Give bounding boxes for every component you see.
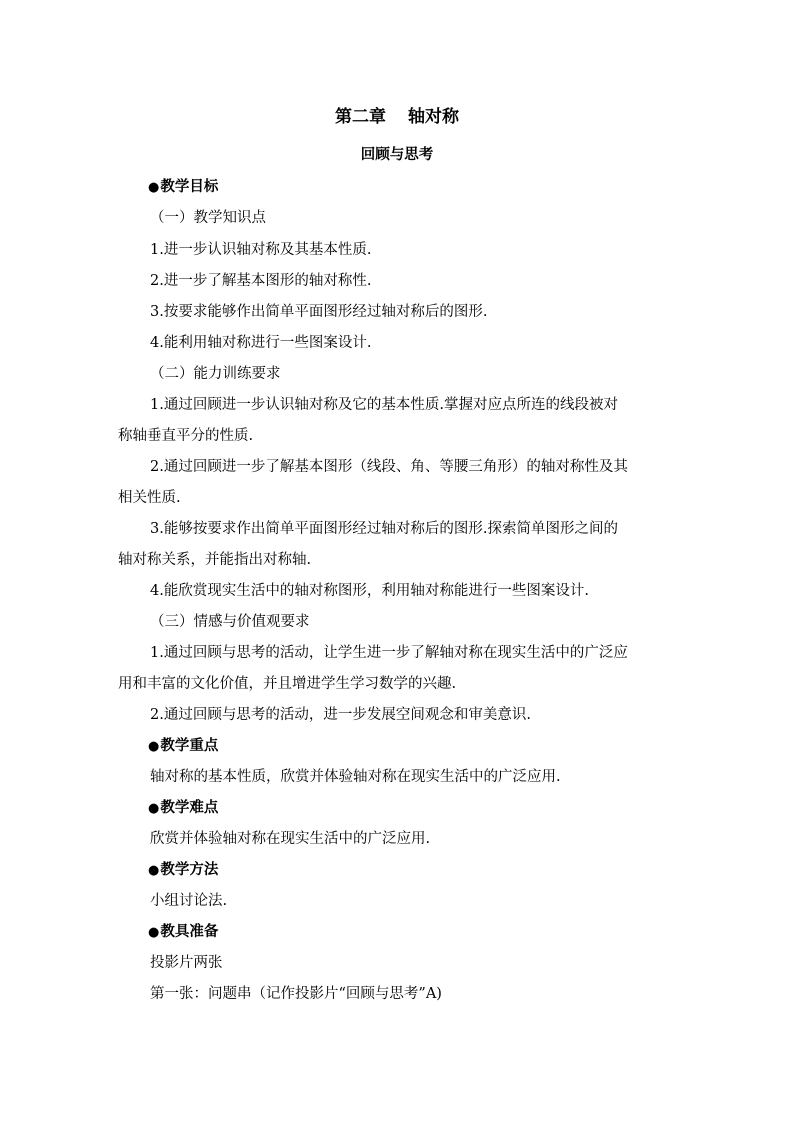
emotion-item-2: 2.通过回顾与思考的活动，进一步发展空间观念和审美意识. [150,707,531,723]
knowledge-item: 1.进一步认识轴对称及其基本性质. [150,242,372,258]
methods-heading: ●教学方法 [148,861,219,878]
difficulties-text: 欣赏并体验轴对称在现实生活中的广泛应用. [150,831,431,847]
ability-item-2-line-2: 相关性质. [118,490,181,506]
ability-item-3-line-1: 3.能够按要求作出简单平面图形经过轴对称后的图形.探索简单图形之间的 [150,521,618,537]
bullet-icon: ● [148,180,160,195]
bullet-icon: ● [148,925,160,940]
chapter-number: 第二章 [335,107,386,127]
difficulties-heading: ●教学难点 [148,799,219,816]
key-points-text: 轴对称的基本性质，欣赏并体验轴对称在现实生活中的广泛应用. [150,769,561,785]
key-points-heading: ●教学重点 [148,737,219,754]
knowledge-item: 3.按要求能够作出简单平面图形经过轴对称后的图形. [150,304,488,320]
ability-item-1-line-2: 称轴垂直平分的性质. [118,428,254,444]
ability-heading: （二）能力训练要求 [150,366,281,382]
knowledge-item: 4.能利用轴对称进行一些图案设计. [150,335,372,351]
chapter-name: 轴对称 [408,107,459,127]
materials-heading: ●教具准备 [148,923,219,940]
ability-item-1-line-1: 1.通过回顾进一步认识轴对称及它的基本性质.掌握对应点所连的线段被对 [150,397,618,413]
objectives-heading: ●教学目标 [148,178,219,195]
ability-item-4: 4.能欣赏现实生活中的轴对称图形，利用轴对称能进行一些图案设计. [150,583,589,599]
ability-item-2-line-1: 2.通过回顾进一步了解基本图形（线段、角、等腰三角形）的轴对称性及其 [150,459,628,475]
ability-item-3-line-2: 轴对称关系，并能指出对称轴. [118,552,312,568]
chapter-title [0,106,794,128]
emotion-item-1-line-1: 1.通过回顾与思考的活动，让学生进一步了解轴对称在现实生活中的广泛应 [150,645,628,661]
bullet-icon: ● [148,801,160,816]
section-subtitle: 回顾与思考 [360,146,434,163]
knowledge-item: 2.进一步了解基本图形的轴对称性. [150,273,372,289]
materials-line-2: 第一张：问题串（记作投影片“回顾与思考”A) [150,986,442,1002]
bullet-icon: ● [148,863,160,878]
emotion-heading: （三）情感与价值观要求 [150,614,310,630]
emotion-item-1-line-2: 用和丰富的文化价值，并且增进学生学习数学的兴趣. [118,676,457,692]
bullet-icon: ● [148,739,160,754]
methods-text: 小组讨论法. [150,893,228,909]
knowledge-heading: （一）教学知识点 [150,210,266,226]
materials-line-1: 投影片两张 [150,955,223,971]
